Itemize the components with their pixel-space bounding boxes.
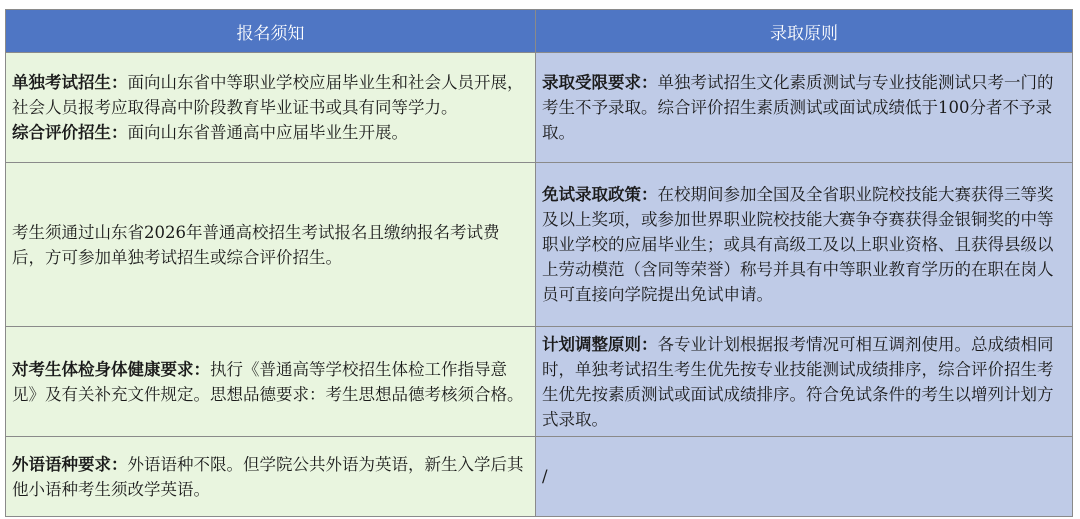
item-text: 面向山东省中等职业学校应届毕业生和社会人员开展，社会人员报考应取得高中阶段教育毕业证书或具有同等学力。 [12,73,524,117]
item-text: 考生须通过山东省2026年普通高校招生考试报名且缴纳报名考试费后，方可参加单独考试招生或综合评价招生。 [12,222,500,267]
paragraph [542,182,1066,307]
paragraph [12,357,529,407]
table-row [6,327,1073,437]
header-admission-principles: 录取原则 [536,10,1073,53]
registration-cell [6,163,536,327]
item-label: 外语语种要求： [12,454,128,474]
admission-cell [536,53,1073,163]
item-text: 各专业计划根据报考情况可相互调剂使用。总成绩相同时，单独考试招生考生优先按专业技能测试成绩排序，综合评价招生考生优先按素质测试或面试成绩排序。符合免试条件的考生以增列计划方式录取。 [542,334,1054,429]
header-registration-notice: 报名须知 [6,10,536,53]
table-row [6,53,1073,163]
registration-cell [6,53,536,163]
item-text: 面向山东省普通高中应届毕业生开展。 [127,123,408,142]
table-row [6,163,1073,327]
item-label: 单独考试招生： [12,73,128,92]
item-text: 单独考试招生文化素质测试与专业技能测试只考一门的考生不予录取。综合评价招生素质测试或面试成绩低于100分者不予录取。 [542,73,1054,142]
item-label: 免试录取政策： [542,185,658,204]
item-label: 对考生体检身体健康要求： [12,359,210,379]
item-label: 计划调整原则： [542,334,658,354]
admission-cell [536,437,1073,517]
paragraph [12,70,529,120]
item-label: 录取受限要求： [542,73,658,92]
item-label: 综合评价招生： [12,123,128,142]
header-row [6,10,1073,53]
registration-cell [6,327,536,437]
item-text: 在校期间参加全国及全省职业院校技能大赛获得三等奖及以上奖项，或参加世界职业院校技能大赛争夺赛获得金银铜奖的中等职业学校的应届毕业生；或具有高级工及以上职业资格、且获得县级以上劳动模范（含同等荣誉）称号并具有中等职业教育学历的在职在岗人员可直接向学院提出免试申请。 [542,185,1054,304]
item-text: 执行《普通高等学校招生体检工作指导意见》及有关补充文件规定。思想品德要求：考生思想品德考核须合格。 [12,359,524,404]
paragraph [542,70,1066,145]
paragraph [12,120,529,145]
paragraph [542,332,1066,432]
paragraph [12,452,529,502]
table-row [6,437,1073,517]
admission-info-table [5,9,1073,517]
registration-cell [6,437,536,517]
admission-cell [536,327,1073,437]
item-text: / [542,467,548,486]
paragraph [542,464,1066,489]
admission-cell [536,163,1073,327]
item-text: 外语语种不限。但学院公共外语为英语，新生入学后其他小语种考生须改学英语。 [12,454,524,499]
paragraph [12,220,529,270]
